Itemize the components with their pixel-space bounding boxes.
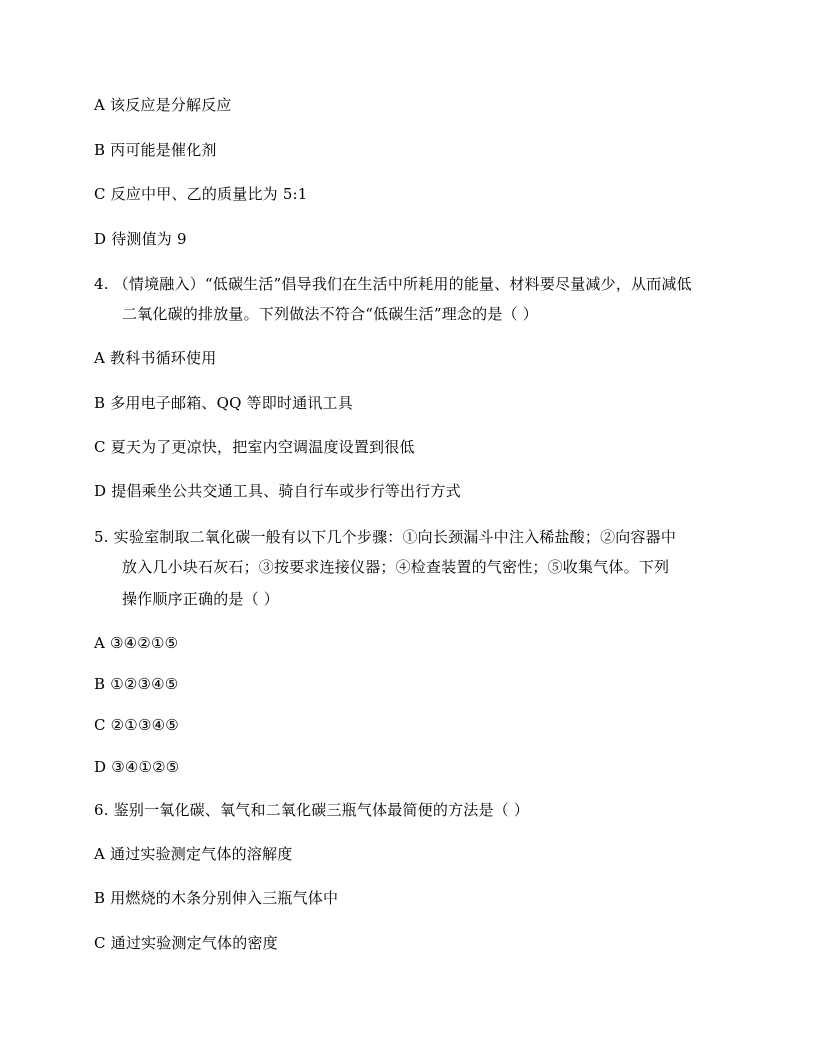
q3-option-a: A 该反应是分解反应: [94, 96, 232, 114]
q4-option-c: C 夏天为了更凉快，把室内空调温度设置到很低: [94, 438, 415, 456]
q4-stem-line1: 4. （情境融入）“低碳生活”倡导我们在生活中所耗用的能量、材料要尽量减少，从而减低: [94, 275, 692, 293]
q3-option-b: B 丙可能是催化剂: [94, 141, 217, 159]
q6-option-a: A 通过实验测定气体的溶解度: [94, 845, 293, 863]
q6-option-c: C 通过实验测定气体的密度: [94, 934, 278, 952]
q3-option-c: C 反应中甲、乙的质量比为 5:1: [94, 185, 308, 203]
q5-option-d: D ③④①②⑤: [94, 758, 180, 776]
q6-option-b: B 用燃烧的木条分别伸入三瓶气体中: [94, 889, 339, 907]
q3-option-d: D 待测值为 9: [94, 230, 187, 248]
q5-stem-line1: 5. 实验室制取二氧化碳一般有以下几个步骤：①向长颈漏斗中注入稀盐酸；②向容器中: [94, 528, 677, 546]
q4-stem-line2: 二氧化碳的排放量。下列做法不符合“低碳生活”理念的是（ ）: [122, 305, 538, 323]
q5-stem-line2: 放入几小块石灰石；③按要求连接仪器；④检查装置的气密性；⑤收集气体。下列: [122, 558, 670, 576]
q5-option-a: A ③④②①⑤: [94, 634, 179, 652]
q5-option-b: B ①②③④⑤: [94, 675, 179, 693]
q5-option-c: C ②①③④⑤: [94, 716, 179, 734]
q4-option-d: D 提倡乘坐公共交通工具、骑自行车或步行等出行方式: [94, 482, 461, 500]
q6-stem: 6. 鉴别一氧化碳、氧气和二氧化碳三瓶气体最简便的方法是（ ）: [94, 801, 530, 819]
q4-option-b: B 多用电子邮箱、QQ 等即时通讯工具: [94, 394, 353, 412]
q5-stem-line3: 操作顺序正确的是（ ）: [122, 590, 279, 608]
q4-option-a: A 教科书循环使用: [94, 349, 217, 367]
